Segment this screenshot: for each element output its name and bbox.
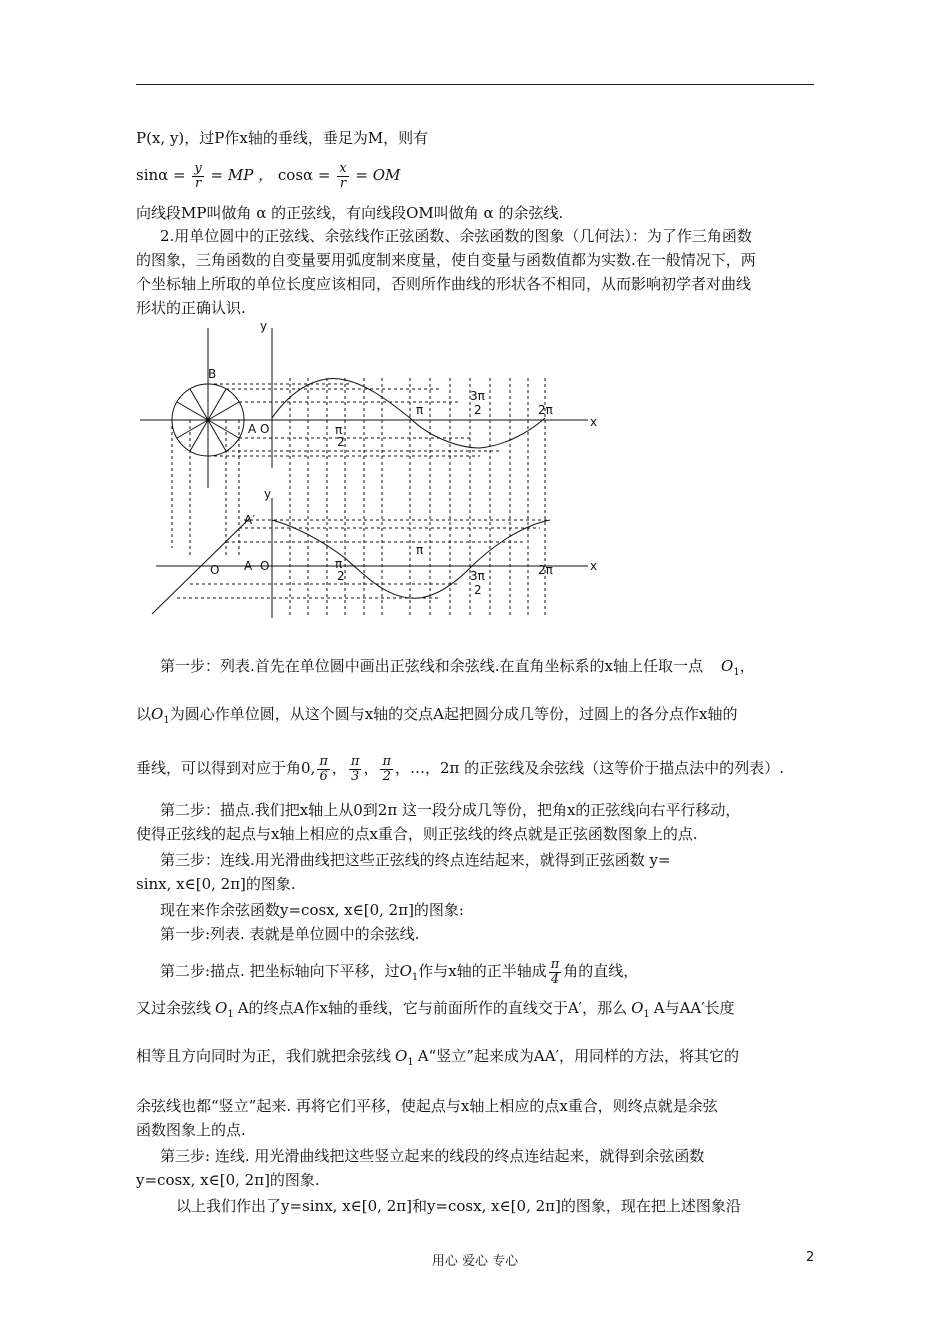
lower-pi2-num-label: π: [335, 557, 343, 571]
step1-line-a: 第一步：列表.首先在单位圆中画出正弦线和余弦线.在直角坐标系的x轴上任取一点 $O_1$，: [160, 657, 755, 678]
step2-line-2: 使得正弦线的起点与x轴上相应的点x重合，则正弦线的终点就是正弦函数图象上的点.: [136, 825, 698, 843]
cos-step2-f: 余弦线也都“竖立”起来. 再将它们平移，使起点与x轴上相应的点x重合，则终点就是余弦: [136, 1097, 718, 1115]
header-rule: [136, 84, 814, 85]
fraction-pi-3: $\frac{\pi}{3}$: [350, 753, 360, 784]
para2-line-2: 的图象，三角函数的自变量要用弧度制来度量，使自变量与函数值都为实数.在一般情况下，两: [136, 251, 756, 269]
o1-symbol: $O_1$: [151, 705, 170, 726]
cos-step2-g: 函数图象上的点.: [136, 1121, 246, 1139]
o1-symbol: $O_1$: [395, 1047, 414, 1068]
origin-upper-label: O: [260, 422, 270, 436]
step2-line-1: 第二步：描点.我们把x轴上从0到2π 这一段分成几等份，把角x的正弦线向右平行移动，: [160, 801, 741, 819]
cos-intro: 现在来作余弦函数y=cosx, x∈[0, 2π]的图象:: [160, 901, 464, 919]
page-number: 2: [806, 1250, 815, 1265]
fraction-y-over-r: $\frac{y}{r}$: [194, 160, 202, 191]
step1-line-b: 以$O_1$为圆心作单位圆，从这个圆与x轴的交点A起把圆分成几等份，过圆上的各分点作x轴的: [136, 705, 738, 726]
point-a-upper-label: A: [248, 422, 257, 436]
fraction-pi-4: $\frac{\pi}{4}$: [550, 956, 560, 987]
cos-step3-2: y=cosx, x∈[0, 2π]的图象.: [136, 1171, 320, 1189]
para2-line-3: 个坐标轴上所取的单位长度应该相同，否则所作曲线的形状各不相同，从而影响初学者对曲线: [136, 275, 752, 293]
upper-pi-label: π: [416, 403, 424, 417]
step1-line-c: 垂线，可以得到对应于角0, $\frac{\pi}{6}$ ， $\frac{\pi}{3}$ ， $\frac{\pi}{2}$ ，…，2π 的正弦线及余弦线（这等价于描点法中的列表）.: [136, 753, 784, 784]
step3-line-2: sinx, x∈[0, 2π]的图象.: [136, 875, 296, 893]
page-footer: 用心 爱心 专心: [431, 1254, 519, 1269]
cos-step2-d: 又过余弦线 $O_1$ A的终点A作x轴的垂线，它与前面所作的直线交于A′，那么 $O_1$ A与AA′长度: [136, 999, 735, 1020]
cos-step1: 第一步:列表. 表就是单位圆中的余弦线.: [160, 925, 420, 943]
upper-pi2-num-label: π: [335, 423, 343, 437]
om-label: = OM: [355, 166, 401, 184]
origin-lower-label: O: [260, 559, 270, 573]
step3-line-1: 第三步：连线.用光滑曲线把这些正弦线的终点连结起来，就得到正弦函数 y=: [160, 851, 671, 869]
text-line-3: 向线段MP叫做角 α 的正弦线，有向线段OM叫做角 α 的余弦线.: [136, 204, 564, 222]
point-b-label: B: [208, 367, 217, 381]
upper-pi2-den-label: 2: [337, 435, 345, 449]
cos-step3-1: 第三步: 连线. 用光滑曲线把这些竖立起来的线段的终点连结起来，就得到余弦函数: [160, 1147, 705, 1165]
lower-x-label: x: [590, 559, 598, 573]
point-a-lower-label: A: [244, 559, 253, 573]
mp-label: = MP ，: [210, 166, 274, 184]
cos-label: cosα =: [277, 166, 331, 184]
lower-2pi-label: 2π: [538, 563, 553, 577]
o1-symbol: $O_1$: [215, 999, 234, 1020]
cos-step2-a: 第二步:描点. 把坐标轴向下平移，过$O_1$作与x轴的正半轴成 $\frac{\pi}{4}$ 角的直线，: [160, 956, 639, 987]
para2-line-4: 形状的正确认识.: [136, 299, 246, 317]
lower-3pi-den-label: 2: [474, 583, 482, 597]
fraction-x-over-r: $\frac{x}{r}$: [339, 160, 347, 191]
formula-line: [136, 160, 400, 191]
point-o1-label: O: [210, 563, 220, 577]
lower-pi-label: π: [416, 543, 424, 557]
sine-cosine-figure: [140, 318, 600, 648]
upper-x-label: x: [590, 415, 598, 429]
text-line-1: P(x, y)，过P作x轴的垂线，垂足为M，则有: [136, 129, 429, 147]
cosine-curve: [272, 520, 550, 598]
lower-3pi-label: 3π: [470, 569, 485, 583]
o1-symbol: $O_1$: [721, 657, 740, 678]
upper-3pi-den-label: 2: [474, 403, 482, 417]
o1-symbol: $O_1$: [399, 962, 419, 983]
fraction-pi-6: $\frac{\pi}{6}$: [319, 753, 328, 784]
sin-label: sinα =: [136, 166, 186, 184]
lower-y-label: y: [264, 487, 272, 501]
o1-symbol: $O_1$: [631, 999, 650, 1020]
cos-step2-e: 相等且方向同时为正，我们就把余弦线 $O_1$ A“竖立”起来成为AA′，用同样的方法，将其它的: [136, 1047, 739, 1068]
last-line: 以上我们作出了y=sinx, x∈[0, 2π]和y=cosx, x∈[0, 2π]的图象，现在把上述图象沿: [176, 1197, 741, 1215]
lower-pi2-den-label: 2: [337, 569, 345, 583]
upper-y-label: y: [260, 319, 268, 333]
fraction-pi-2: $\frac{\pi}{2}$: [382, 753, 391, 784]
point-aprime-label: A′: [244, 513, 255, 527]
upper-3pi-label: 3π: [470, 389, 485, 403]
upper-2pi-label: 2π: [538, 403, 553, 417]
para2-line-1: 2.用单位圆中的正弦线、余弦线作正弦函数、余弦函数的图象（几何法）：为了作三角函数: [160, 227, 752, 245]
